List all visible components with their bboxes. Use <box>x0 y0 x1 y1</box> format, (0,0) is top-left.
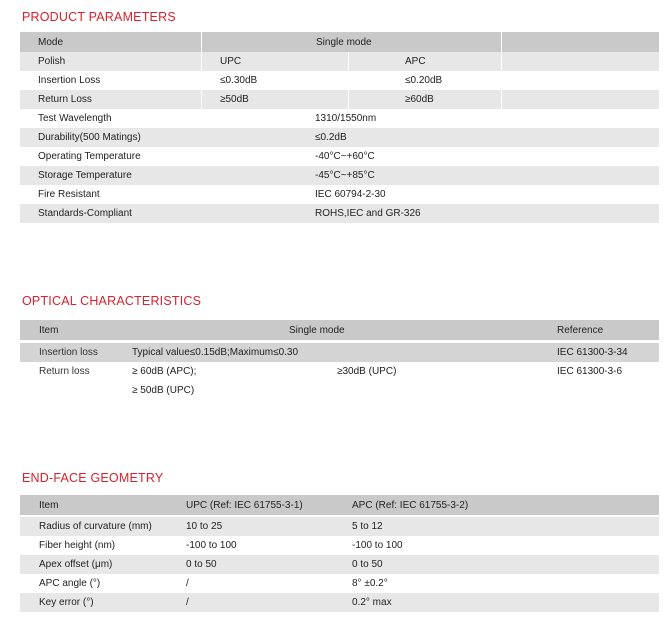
table-row <box>20 147 659 166</box>
column-divider <box>501 52 502 71</box>
column-divider <box>501 32 502 52</box>
geometry-upc: 0 to 50 <box>186 559 217 570</box>
param-label: Storage Temperature <box>38 170 132 181</box>
insertion-loss-label: Insertion loss <box>39 347 98 358</box>
table-row <box>20 185 659 204</box>
param-value: IEC 60794-2-30 <box>315 189 386 200</box>
table-row <box>20 204 659 223</box>
return-loss-reference: IEC 61300-3-6 <box>557 366 623 377</box>
header-apc: APC (Ref: IEC 61755-3-2) <box>352 499 469 511</box>
return-loss-apc: ≥60dB <box>405 94 434 105</box>
param-label: Durability(500 Matings) <box>38 132 141 143</box>
param-label: Fire Resistant <box>38 189 100 200</box>
param-value: 1310/1550nm <box>315 113 377 124</box>
table-row <box>20 71 659 90</box>
geometry-apc: 5 to 12 <box>352 521 383 532</box>
polish-apc: APC <box>405 56 426 67</box>
table-row <box>20 517 659 536</box>
table-row <box>20 166 659 185</box>
table-row <box>20 536 659 555</box>
geometry-upc: 10 to 25 <box>186 521 223 532</box>
param-value: ≤0.2dB <box>315 132 347 143</box>
geometry-item: Apex offset (μm) <box>39 559 113 570</box>
geometry-item: APC angle (°) <box>39 578 101 589</box>
table-row <box>20 90 659 109</box>
polish-upc: UPC <box>220 56 242 67</box>
geometry-item: Fiber height (nm) <box>39 540 116 551</box>
polish-label: Polish <box>38 56 66 67</box>
return-loss-upc-alt: ≥ 50dB (UPC) <box>132 385 195 396</box>
insertion-loss-reference: IEC 61300-3-34 <box>557 347 628 358</box>
table-row <box>20 381 659 400</box>
insertion-loss-apc: ≤0.20dB <box>405 75 443 86</box>
geometry-item: Key error (°) <box>39 597 94 608</box>
insertion-loss-value: Typical value≤0.15dB;Maximum≤0.30 <box>132 347 299 358</box>
geometry-item: Radius of curvature (mm) <box>39 521 152 532</box>
param-value: ROHS,IEC and GR-326 <box>315 208 421 219</box>
return-loss-upc: ≥50dB <box>220 94 249 105</box>
column-divider <box>201 32 202 52</box>
table-row <box>20 574 659 593</box>
table-row <box>20 128 659 147</box>
column-divider <box>348 90 349 109</box>
table-row <box>20 495 659 515</box>
param-label: Operating Temperature <box>38 151 141 162</box>
mode-label: Mode <box>38 36 64 48</box>
param-value: -40°C~+60°C <box>315 151 375 162</box>
column-divider <box>501 90 502 109</box>
geometry-apc: 0.2° max <box>352 597 392 608</box>
return-loss-label: Return Loss <box>38 94 92 105</box>
header-single-mode: Single mode <box>289 324 345 336</box>
return-loss-apc: ≥ 60dB (APC); <box>132 366 197 377</box>
column-divider <box>348 52 349 71</box>
table-row <box>20 52 659 71</box>
column-divider <box>201 90 202 109</box>
table-row <box>20 593 659 612</box>
product-parameters-title: PRODUCT PARAMETERS <box>22 10 176 24</box>
insertion-loss-label: Insertion Loss <box>38 75 101 86</box>
mode-value: Single mode <box>316 36 372 48</box>
column-divider <box>201 52 202 71</box>
header-item: Item <box>39 324 59 336</box>
header-item: Item <box>39 499 59 511</box>
geometry-upc: -100 to 100 <box>186 540 237 551</box>
optical-characteristics-title: OPTICAL CHARACTERISTICS <box>22 294 202 308</box>
geometry-upc: / <box>186 597 189 608</box>
table-row <box>20 32 659 52</box>
table-row <box>20 555 659 574</box>
geometry-apc: 0 to 50 <box>352 559 383 570</box>
table-row <box>20 362 659 381</box>
geometry-apc: -100 to 100 <box>352 540 403 551</box>
header-upc: UPC (Ref: IEC 61755-3-1) <box>186 499 303 511</box>
end-face-geometry-title: END-FACE GEOMETRY <box>22 471 164 485</box>
table-row <box>20 343 659 362</box>
table-row <box>20 320 659 340</box>
return-loss-upc: ≥30dB (UPC) <box>337 366 397 377</box>
param-label: Test Wavelength <box>38 113 112 124</box>
param-label: Standards-Compliant <box>38 208 132 219</box>
table-row <box>20 109 659 128</box>
geometry-apc: 8° ±0.2° <box>352 578 388 589</box>
return-loss-label: Return loss <box>39 366 90 377</box>
insertion-loss-upc: ≤0.30dB <box>220 75 258 86</box>
header-reference: Reference <box>557 324 604 336</box>
geometry-upc: / <box>186 578 189 589</box>
param-value: -45°C~+85°C <box>315 170 375 181</box>
